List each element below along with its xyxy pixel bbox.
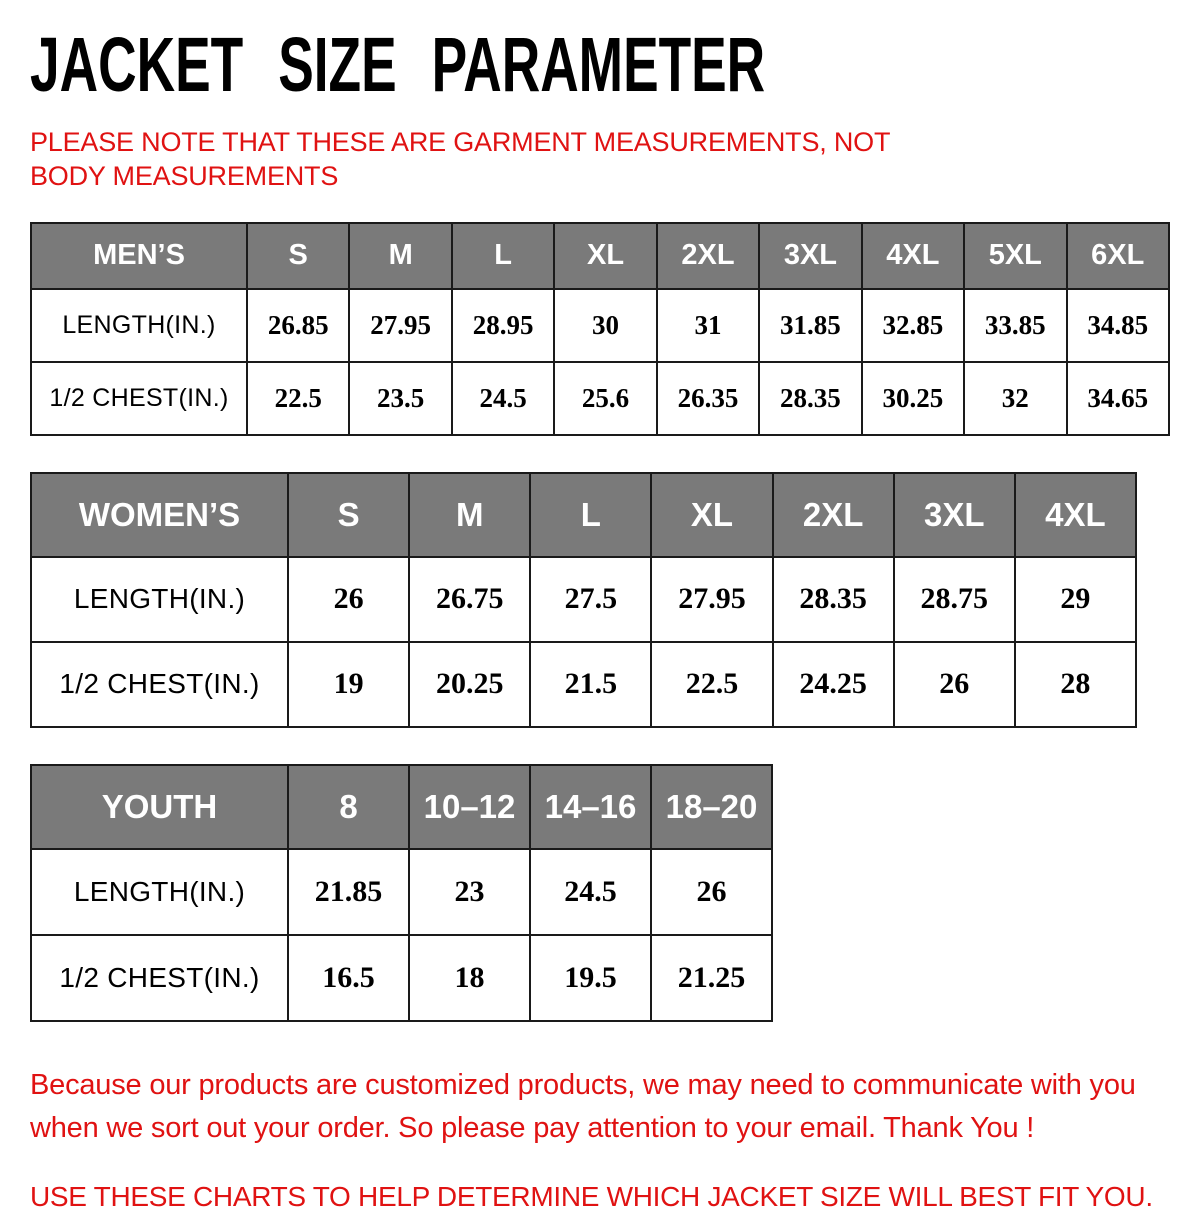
youth-table-title: YOUTH — [31, 765, 288, 849]
measurement-value: 34.65 — [1067, 362, 1170, 435]
page-title: JACKET SIZE PARAMETER — [30, 21, 766, 108]
size-column-header: M — [409, 473, 530, 557]
measurement-value: 28.95 — [452, 289, 554, 362]
size-column-header: 2XL — [773, 473, 894, 557]
measurement-value: 26.85 — [247, 289, 349, 362]
header-row — [31, 473, 1136, 557]
size-column-header: 6XL — [1067, 223, 1170, 289]
measurement-value: 27.95 — [651, 557, 772, 642]
measurement-value: 16.5 — [288, 935, 409, 1021]
measurement-value: 28.75 — [894, 557, 1015, 642]
header-row — [31, 223, 1169, 289]
mens-table-title: MEN’S — [31, 223, 247, 289]
measurement-row — [31, 289, 1169, 362]
garment-measurement-note: PLEASE NOTE THAT THESE ARE GARMENT MEASUREMENTS, NOT BODY MEASUREMENTS — [30, 127, 890, 191]
measurement-value: 26 — [288, 557, 409, 642]
chart-usage-note: USE THESE CHARTS TO HELP DETERMINE WHICH JACKET SIZE WILL BEST FIT YOU. — [30, 1180, 1153, 1212]
measurement-value: 22.5 — [651, 642, 772, 727]
size-column-header: 2XL — [657, 223, 759, 289]
size-column-header: XL — [651, 473, 772, 557]
measurement-row — [31, 849, 772, 935]
mens-table — [30, 222, 1170, 436]
mens-size-table — [30, 222, 1170, 436]
measurement-value: 27.5 — [530, 557, 651, 642]
measurement-value: 33.85 — [964, 289, 1066, 362]
size-column-header: XL — [554, 223, 656, 289]
measurement-value: 21.85 — [288, 849, 409, 935]
size-column-header: 10–12 — [409, 765, 530, 849]
measurement-value: 19.5 — [530, 935, 651, 1021]
measurement-value: 30.25 — [862, 362, 964, 435]
measurement-value: 34.85 — [1067, 289, 1170, 362]
measurement-value: 26 — [894, 642, 1015, 727]
measurement-value: 20.25 — [409, 642, 530, 727]
measurement-value: 32 — [964, 362, 1066, 435]
measurement-value: 26.35 — [657, 362, 759, 435]
row-label: 1/2 CHEST(IN.) — [31, 362, 247, 435]
measurement-value: 27.95 — [349, 289, 451, 362]
size-column-header: 3XL — [759, 223, 861, 289]
measurement-value: 26.75 — [409, 557, 530, 642]
measurement-value: 23.5 — [349, 362, 451, 435]
row-label: LENGTH(IN.) — [31, 289, 247, 362]
youth-table — [30, 764, 773, 1022]
measurement-value: 18 — [409, 935, 530, 1021]
measurement-value: 24.25 — [773, 642, 894, 727]
measurement-value: 30 — [554, 289, 656, 362]
size-column-header: 14–16 — [530, 765, 651, 849]
measurement-value: 21.25 — [651, 935, 772, 1021]
row-label: LENGTH(IN.) — [31, 557, 288, 642]
measurement-value: 28 — [1015, 642, 1136, 727]
row-label: 1/2 CHEST(IN.) — [31, 642, 288, 727]
size-column-header: 18–20 — [651, 765, 772, 849]
measurement-row — [31, 362, 1169, 435]
header-row — [31, 765, 772, 849]
row-label: 1/2 CHEST(IN.) — [31, 935, 288, 1021]
measurement-row — [31, 557, 1136, 642]
measurement-value: 19 — [288, 642, 409, 727]
measurement-value: 32.85 — [862, 289, 964, 362]
youth-size-table — [30, 764, 1170, 1022]
measurement-value: 23 — [409, 849, 530, 935]
measurement-value: 25.6 — [554, 362, 656, 435]
measurement-value: 24.5 — [452, 362, 554, 435]
size-column-header: L — [530, 473, 651, 557]
measurement-value: 28.35 — [759, 362, 861, 435]
measurement-value: 26 — [651, 849, 772, 935]
measurement-value: 24.5 — [530, 849, 651, 935]
customization-footer-note: Because our products are customized products, we may need to communicate with you when we sort out your order. So please pay attention to your email. Thank You ! — [30, 1068, 1136, 1144]
measurement-value: 28.35 — [773, 557, 894, 642]
row-label: LENGTH(IN.) — [31, 849, 288, 935]
size-column-header: S — [247, 223, 349, 289]
womens-table — [30, 472, 1137, 728]
measurement-value: 22.5 — [247, 362, 349, 435]
womens-table-title: WOMEN’S — [31, 473, 288, 557]
size-column-header: S — [288, 473, 409, 557]
size-column-header: 8 — [288, 765, 409, 849]
size-column-header: M — [349, 223, 451, 289]
womens-size-table — [30, 472, 1170, 728]
size-column-header: 4XL — [862, 223, 964, 289]
size-column-header: 5XL — [964, 223, 1066, 289]
size-column-header: 4XL — [1015, 473, 1136, 557]
measurement-row — [31, 642, 1136, 727]
measurement-row — [31, 935, 772, 1021]
measurement-value: 29 — [1015, 557, 1136, 642]
size-column-header: 3XL — [894, 473, 1015, 557]
measurement-value: 31 — [657, 289, 759, 362]
measurement-value: 31.85 — [759, 289, 861, 362]
measurement-value: 21.5 — [530, 642, 651, 727]
size-column-header: L — [452, 223, 554, 289]
